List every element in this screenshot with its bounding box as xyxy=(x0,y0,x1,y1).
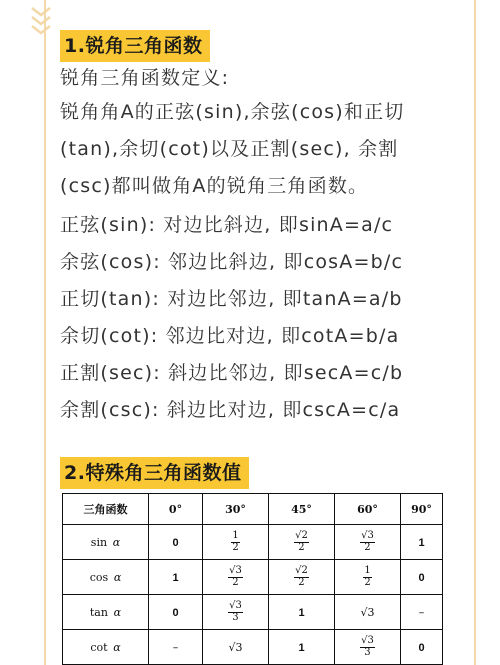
table-cell xyxy=(335,595,401,630)
function-name: cot xyxy=(90,640,108,654)
ratio-line: 余弦(cos): 邻边比斜边, 即cosA=b/c xyxy=(60,251,404,273)
table-header-cell: 三角函数 xyxy=(63,494,149,525)
definition-line: 锐角三角函数定义: xyxy=(60,67,230,89)
section2-heading: 2.特殊角三角函数值 xyxy=(60,457,249,489)
fraction-value: $\frac{1}{2}$ xyxy=(364,565,371,588)
table-cell xyxy=(149,595,203,630)
table-row xyxy=(63,560,443,595)
frame-right-border xyxy=(474,0,476,665)
table-row xyxy=(63,595,443,630)
table-cell xyxy=(335,560,401,595)
cell-value: – xyxy=(418,605,425,619)
ratio-line: 正切(tan): 对边比邻边, 即tanA=a/b xyxy=(60,288,403,310)
fraction-value: $\frac{√3}{3}$ xyxy=(229,600,242,623)
table-cell xyxy=(401,630,443,665)
table-header-cell: 0° xyxy=(149,494,203,525)
cell-value: 0 xyxy=(172,536,179,549)
cell-value: 1 xyxy=(298,641,305,654)
table-cell xyxy=(269,630,335,665)
table-cell xyxy=(149,630,203,665)
table-cell xyxy=(269,595,335,630)
function-name-cell xyxy=(63,595,149,630)
table-header-cell: 60° xyxy=(335,494,401,525)
ratio-line: 余切(cot): 邻边比对边, 即cotA=b/a xyxy=(60,325,400,347)
table-cell xyxy=(203,595,269,630)
function-name-cell xyxy=(63,525,149,560)
function-name-cell xyxy=(63,560,149,595)
table-cell xyxy=(149,525,203,560)
fraction-value: $\frac{1}{2}$ xyxy=(232,530,239,553)
section1-heading: 1.锐角三角函数 xyxy=(60,30,210,62)
special-angle-table xyxy=(62,493,443,665)
fraction-value: $\frac{√3}{2}$ xyxy=(361,530,374,553)
cell-value: 1 xyxy=(298,606,305,619)
table-cell xyxy=(269,525,335,560)
table-header-cell: 45° xyxy=(269,494,335,525)
chevron-down-icon xyxy=(30,4,52,42)
angle-variable: α xyxy=(109,640,121,654)
frame-left-border xyxy=(44,0,46,665)
function-name: tan xyxy=(89,605,108,619)
table-cell xyxy=(401,525,443,560)
table-cell xyxy=(401,595,443,630)
definition-line: (tan),余切(cot)以及正割(sec), 余割 xyxy=(60,138,399,160)
definition-line: 锐角角A的正弦(sin),余弦(cos)和正切 xyxy=(60,101,405,123)
table-cell xyxy=(335,630,401,665)
definition-paragraph xyxy=(60,62,470,205)
table-cell xyxy=(149,560,203,595)
function-name: cos xyxy=(89,570,109,584)
fraction-value: $\frac{√3}{3}$ xyxy=(361,635,374,658)
ratio-line: 正弦(sin): 对边比斜边, 即sinA=a/c xyxy=(60,214,394,236)
table-cell xyxy=(335,525,401,560)
function-name-cell xyxy=(63,630,149,665)
table-cell xyxy=(203,525,269,560)
cell-value: 1 xyxy=(172,571,179,584)
angle-variable: α xyxy=(110,570,122,584)
cell-value: √3 xyxy=(228,640,243,654)
cell-value: √3 xyxy=(360,605,375,619)
fraction-value: $\frac{√2}{2}$ xyxy=(295,565,308,588)
definition-line: (csc)都叫做角A的锐角三角函数。 xyxy=(60,175,369,197)
function-name: sin xyxy=(90,535,108,549)
fraction-value: $\frac{√3}{2}$ xyxy=(229,565,242,588)
cell-value: – xyxy=(172,640,179,654)
cell-value: 0 xyxy=(172,606,179,619)
table-header-cell: 90° xyxy=(401,494,443,525)
cell-value: 0 xyxy=(418,571,425,584)
table-cell xyxy=(269,560,335,595)
fraction-value: $\frac{√2}{2}$ xyxy=(295,530,308,553)
ratio-list xyxy=(60,207,470,429)
cell-value: 1 xyxy=(418,536,425,549)
table-row xyxy=(63,630,443,665)
cell-value: 0 xyxy=(418,641,425,654)
table-cell xyxy=(203,630,269,665)
table-header-row xyxy=(63,494,443,525)
table-cell xyxy=(203,560,269,595)
ratio-line: 正割(sec): 斜边比邻边, 即secA=c/b xyxy=(60,362,404,384)
angle-variable: α xyxy=(110,605,122,619)
table-cell xyxy=(401,560,443,595)
ratio-line: 余割(csc): 斜边比对边, 即cscA=c/a xyxy=(60,399,401,421)
table-row xyxy=(63,525,443,560)
angle-variable: α xyxy=(109,535,121,549)
table-header-cell: 30° xyxy=(203,494,269,525)
